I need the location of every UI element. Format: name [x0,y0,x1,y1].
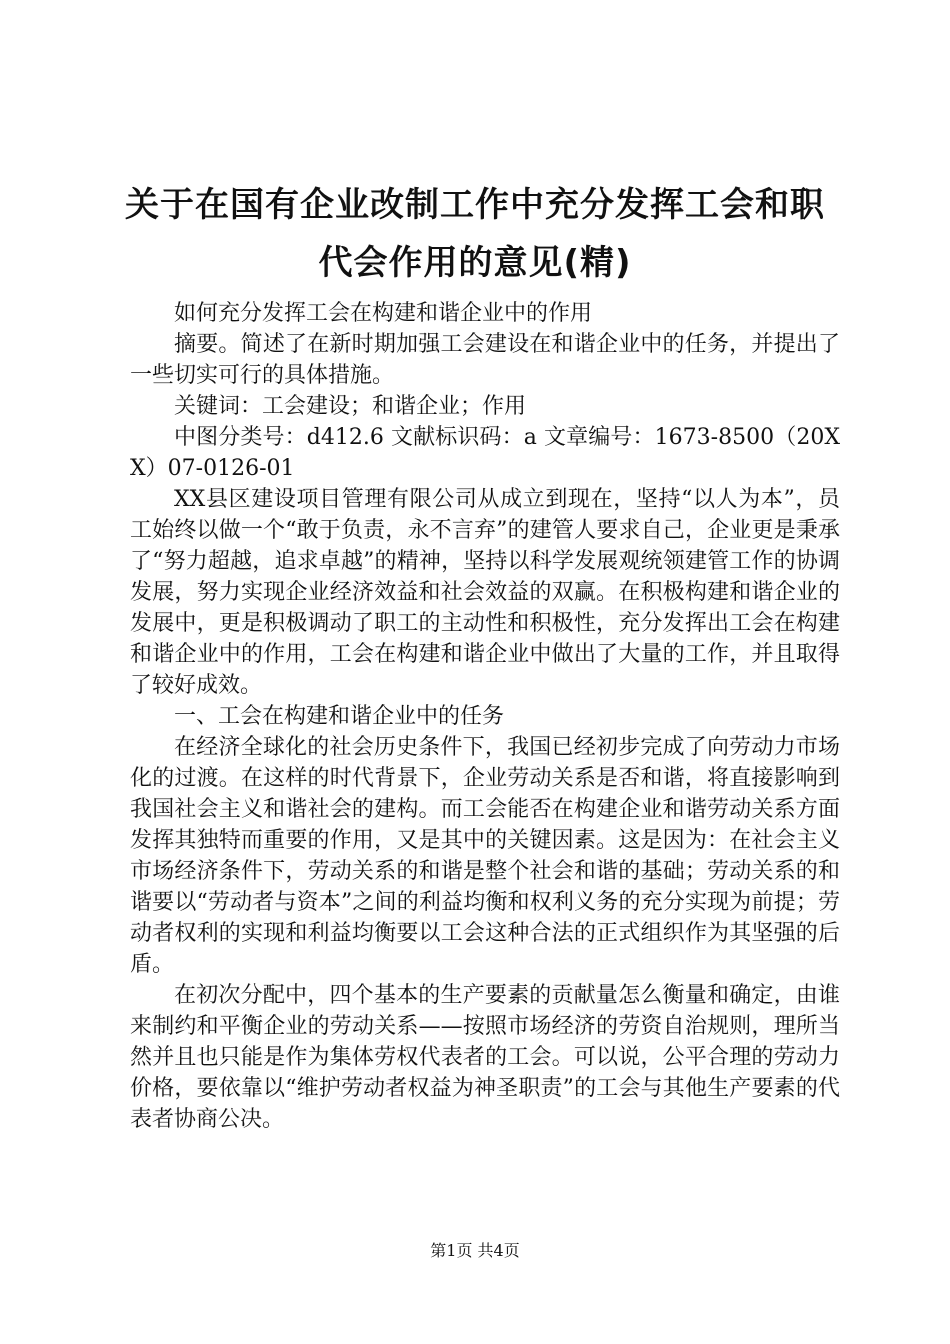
document-body [130,298,840,1135]
document-title [110,176,840,292]
body-paragraph: 在经济全球化的社会历史条件下，我国已经初步完成了向劳动力市场化的过渡。在这样的时代背景下，企业劳动关系是否和谐，将直接影响到我国社会主义和谐社会的建构。而工会能否在构建企业和谐劳动关系方面发挥其独特而重要的作用，又是其中的关键因素。这是因为：在社会主义市场经济条件下，劳动关系的和谐是整个社会和谐的基础；劳动关系的和谐要以“劳动者与资本”之间的利益均衡和权利义务的充分实现为前提；劳动者权利的实现和利益均衡要以工会这种合法的正式组织作为其坚强的后盾。 [130,735,840,977]
abstract-paragraph: 摘要。简述了在新时期加强工会建设在和谐企业中的任务，并提出了一些切实可行的具体措施。 [130,332,840,388]
section-heading: 如何充分发挥工会在构建和谐企业中的作用 [174,301,593,326]
title-line-2: 代会作用的意见(精) [318,243,632,283]
classification-paragraph: 中图分类号：d412.6 文献标识码：a 文章编号：1673-8500（20XX）07-0126-01 [130,425,840,481]
body-paragraph: XX县区建设项目管理有限公司从成立到现在，坚持“以人为本”，员工始终以做一个“敢于负责，永不言弃”的建管人要求自己，企业更是秉承了“努力超越，追求卓越”的精神，坚持以科学发展观统领建管工作的协调发展，努力实现企业经济效益和社会效益的双赢。在积极构建和谐企业的发展中，更是积极调动了职工的主动性和积极性，充分发挥出工会在构建和谐企业中的作用，工会在构建和谐企业中做出了大量的工作，并且取得了较好成效。 [130,487,840,698]
page-number-footer: 第1页 共4页 [430,1241,520,1260]
keywords-paragraph: 关键词：工会建设；和谐企业；作用 [174,394,527,419]
body-paragraph: 在初次分配中，四个基本的生产要素的贡献量怎么衡量和确定，由谁来制约和平衡企业的劳动关系——按照市场经济的劳资自治规则，理所当然并且也只能是作为集体劳权代表者的工会。可以说，公平合理的劳动力价格，要依靠以“维护劳动者权益为神圣职责”的工会与其他生产要素的代表者协商公决。 [130,983,840,1132]
section-heading: 一、工会在构建和谐企业中的任务 [174,704,505,729]
title-line-1: 关于在国有企业改制工作中充分发挥工会和职 [125,185,825,225]
